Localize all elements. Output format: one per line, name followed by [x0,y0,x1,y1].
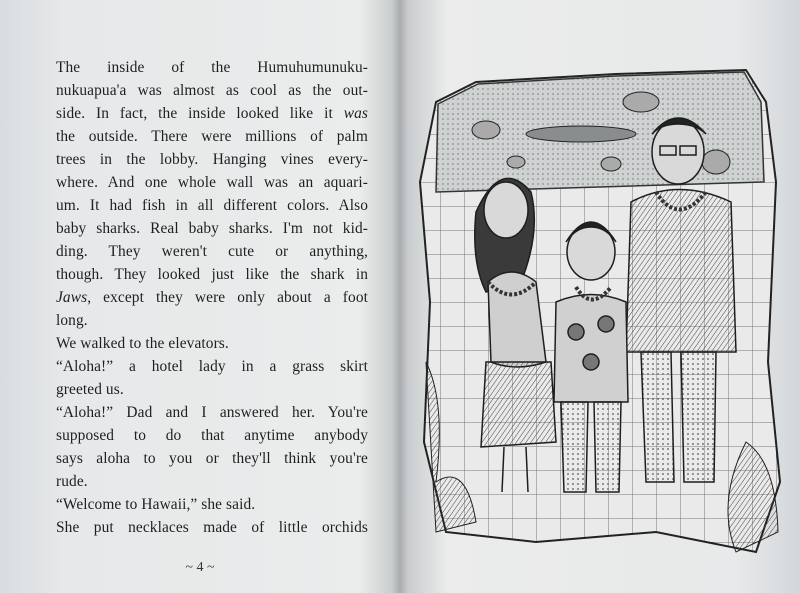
text-line: “Aloha!” a hotel lady in a grass skirt [56,358,368,375]
text-line: um. It had fish in all different colors. Also [56,197,368,214]
page-number: ~ 4 ~ [185,560,215,575]
body-text [56,56,368,539]
text-line: “Aloha!” Dad and I answered her. You're [56,404,368,421]
text-line: side. In fact, the inside looked like it was [56,105,368,122]
text-line: says aloha to you or they'll think you're [56,450,368,467]
text-line: rude. [56,473,88,490]
text-line: ding. They weren't cute or anything, [56,243,368,260]
text-line: trees in the lobby. Hanging vines every- [56,151,368,168]
text-line: “Welcome to Hawaii,” she said. [56,496,256,513]
text-line: the outside. There were millions of palm [56,128,368,145]
text-line: though. They looked just like the shark in [56,266,368,283]
hotel-lobby-illustration [416,62,786,562]
text-line: She put necklaces made of little orchids [56,519,368,536]
text-line: Jaws, except they were only about a foot [56,289,368,306]
text-line: where. And one whole wall was an aquari- [56,174,368,191]
right-page [400,0,800,593]
eel-shape [526,126,636,142]
text-line: We walked to the elevators. [56,335,229,352]
text-line: The inside of the Humuhumunuku- [56,59,368,76]
text-line: long. [56,312,88,329]
text-line: nukuapua'a was almost as cool as the out- [56,82,368,99]
text-line: greeted us. [56,381,124,398]
text-line: supposed to do that anytime anybody [56,427,368,444]
text-line: baby sharks. Real baby sharks. I'm not kid- [56,220,368,237]
